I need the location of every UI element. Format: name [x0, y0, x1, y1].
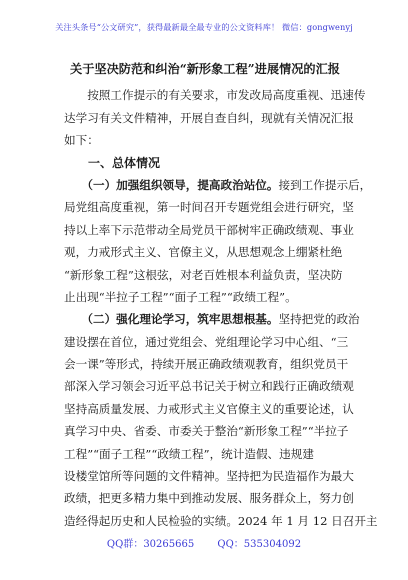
sub2-line: 真学习中央、省委、市委关于整治“新形象工程”“半拉子 — [64, 424, 349, 439]
sub2-line: 设楼堂馆所等问题的文件精神。坚持把为民造福作为最大 — [64, 469, 354, 484]
intro-line-3: 如下： — [64, 133, 99, 148]
footer-qq: QQ：535304092 — [217, 539, 302, 550]
sub1-line: 持以上率下示范带动全局党员干部树牢正确政绩观、事业 — [64, 222, 354, 237]
sub1-line: “新形象工程”这根弦，对老百姓根本利益负责，坚决防 — [64, 267, 343, 282]
sub1-first-line — [64, 174, 372, 196]
sub1-line: 止出现“半拉子工程”“面子工程”“政绩工程”。 — [64, 289, 297, 304]
sub2-line: 工程”“面子工程”“政绩工程”，统计造假、违规建 — [64, 446, 314, 461]
sub2-heading: （二）强化理论学习，筑牢思想根基。 — [64, 312, 279, 327]
sub2-line: 部深入学习领会习近平总书记关于树立和践行正确政绩观 — [64, 379, 354, 394]
section-heading-1: 一、总体情况 — [64, 155, 161, 170]
sub2-line: 政绩，把更多精力集中到推动发展、服务群众上，努力创 — [64, 491, 354, 506]
sub1-heading: （一）加强组织领导，提高政治站位。 — [64, 177, 279, 192]
sub1-line: 局党组高度重视，第一时间召开专题党组会进行研究，坚 — [64, 200, 354, 215]
intro-line-2: 达学习有关文件精神，开展自查自纠，现就有关情况汇报 — [64, 110, 354, 125]
sub2-first-line — [64, 308, 360, 330]
document-title: 关于坚决防范和纠治“新形象工程”进展情况的汇报 — [70, 62, 340, 76]
sub1-line: 观，力戒形式主义、官僚主义，从思想观念上绷紧杜绝 — [64, 245, 343, 260]
document-body — [64, 58, 378, 532]
sub1-first-tail: 接到工作提示后， — [278, 177, 372, 192]
sub2-line: 坚持高质量发展、力戒形式主义官僚主义的重要论述，认 — [64, 401, 354, 416]
sub2-line: 建设摆在首位，通过党组会、党组理论学习中心组、“三 — [64, 334, 349, 349]
footer-contact — [0, 535, 408, 550]
sub2-line: 造经得起历史和人民检验的实绩。2024 年 1 月 12 日召开主 — [64, 513, 378, 528]
promo-banner: 关注头条号“公文研究”，获得最新最全最专业的公文资料库！ 微信：gongwenyj — [55, 22, 353, 32]
intro-line-1: 按照工作提示的有关要求，市发改局高度重视、迅速传 — [64, 88, 366, 103]
sub2-line: 会一课”等形式，持续开展正确政绩观教育，组织党员干 — [64, 357, 349, 372]
footer-qq-group: QQ群：30265665 — [106, 539, 195, 550]
sub2-first-tail: 坚持把党的政治 — [278, 312, 360, 327]
